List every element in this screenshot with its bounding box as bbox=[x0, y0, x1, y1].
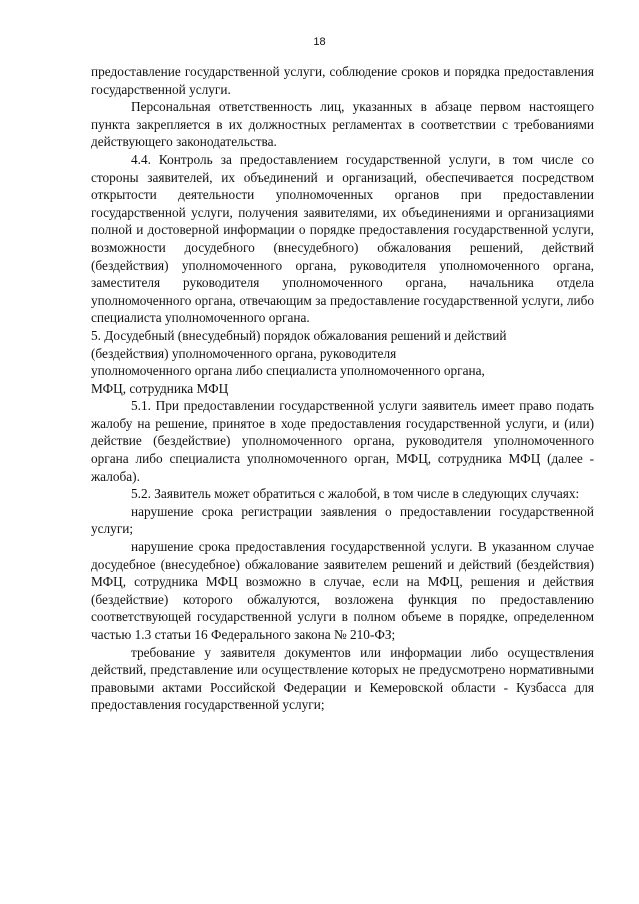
paragraph: Персональная ответственность лиц, указанных в абзаце первом настоящего пункта закрепляется в их должностных регламентах в соответствии с требованиями действующего законодательства. bbox=[91, 99, 594, 150]
paragraph: нарушение срока предоставления государственной услуги. В указанном случае досудебное (внесудебное) обжалование заявителем решений и действий (бездействия) МФЦ, сотрудника МФЦ возможно в случае, если на МФЦ, решения и действия (бездействие) которого обжалуются, возложена функция по предоставлению соответствующей государственной услуги в полном объеме в порядке, определенном частью 1.3 статьи 16 Федерального закона № 210-ФЗ; bbox=[91, 539, 594, 642]
section-heading-line: уполномоченного органа либо специалиста уполномоченного органа, bbox=[91, 363, 485, 379]
page-number: 18 bbox=[313, 36, 326, 48]
section-heading bbox=[91, 327, 594, 397]
section-heading-line: 5. Досудебный (внесудебный) порядок обжалования решений и действий bbox=[91, 327, 507, 343]
paragraph: требование у заявителя документов или информации либо осуществления действий, представление или осуществление которых не предусмотрено нормативными правовыми актами Российской Федерации и Кемеровской области - Кузбасса для предоставления государственной услуги; bbox=[91, 644, 594, 713]
paragraph: нарушение срока регистрации заявления о предоставлении государственной услуги; bbox=[91, 503, 594, 537]
section-heading-line: (бездействия) уполномоченного органа, руководителя bbox=[91, 345, 397, 361]
section-heading-line: МФЦ, сотрудника МФЦ bbox=[91, 380, 229, 396]
paragraph: 4.4. Контроль за предоставлением государственной услуги, в том числе со стороны заявителей, их объединений и организаций, обеспечивается посредством открытости деятельности уполномоченных органов при предоставлении государственной услуги, получения заявителями, их объединениями и организациями полной и достоверной информации о порядке предоставления государственной услуги, возможности досудебного (внесудебного) обжалования решений, действий (бездействия) уполномоченного органа, руководителя уполномоченного органа, заместителя руководителя уполномоченного органа, начальника отдела уполномоченного органа, отвечающим за предоставление государственной услуги, либо специалиста уполномоченного органа. bbox=[91, 151, 594, 326]
paragraph: 5.2. Заявитель может обратиться с жалобой, в том числе в следующих случаях: bbox=[131, 486, 580, 502]
paragraph: предоставление государственной услуги, соблюдение сроков и порядка предоставления государственной услуги. bbox=[91, 64, 594, 97]
document-body bbox=[91, 63, 594, 714]
paragraph: 5.1. При предоставлении государственной услуги заявитель имеет право подать жалобу на решение, принятое в ходе предоставления государственной услуги, и (или) действие (бездействие) уполномоченного органа, руководителя уполномоченного органа либо специалиста уполномоченного орган, МФЦ, сотрудника МФЦ (далее - жалоба). bbox=[91, 398, 594, 484]
